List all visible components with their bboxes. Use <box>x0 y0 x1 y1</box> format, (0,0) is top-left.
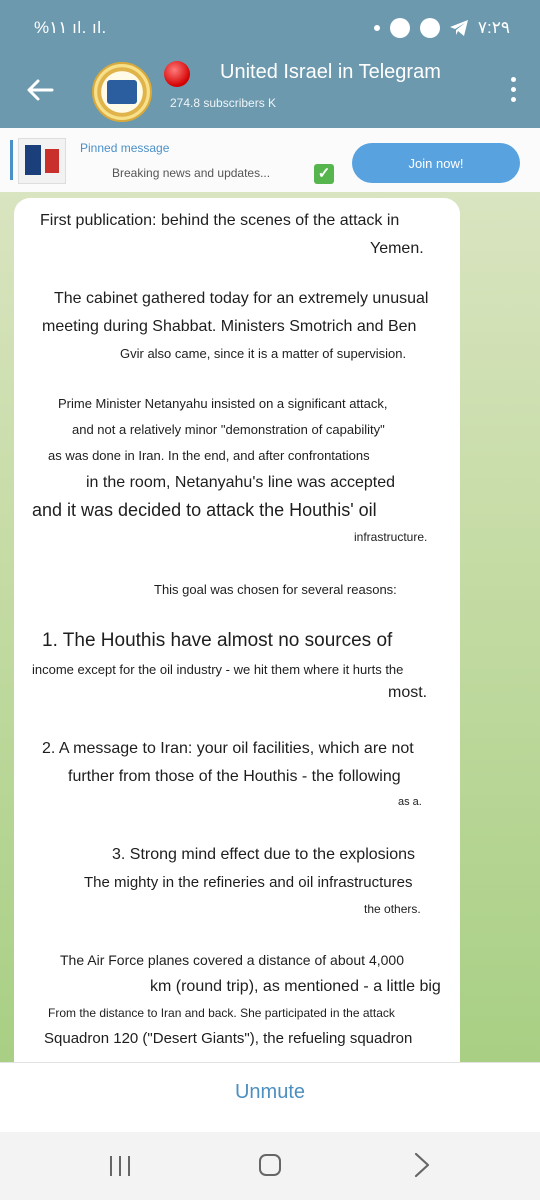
message-line: Squadron 120 ("Desert Giants"), the refueling squadron <box>44 1030 413 1047</box>
message-line: This goal was chosen for several reasons: <box>154 582 397 597</box>
notification-dot-icon <box>374 25 380 31</box>
message-line: km (round trip), as mentioned - a little big <box>150 978 441 995</box>
message-line: Prime Minister Netanyahu insisted on a significant attack, <box>58 396 388 411</box>
status-left: %۱۱ ıl. ıl. <box>34 18 107 37</box>
telegram-icon <box>450 20 468 36</box>
message-line: First publication: behind the scenes of the attack in <box>40 212 400 229</box>
message-line: as was done in Iran. In the end, and after confrontations <box>48 448 370 463</box>
status-right <box>374 18 510 38</box>
pinned-text: Breaking news and updates... <box>112 166 271 180</box>
channel-avatar[interactable] <box>92 62 152 122</box>
message-line: the others. <box>364 902 421 916</box>
message-line: meeting during Shabbat. Ministers Smotrich and Ben <box>42 318 417 335</box>
back-arrow-icon[interactable] <box>22 72 58 108</box>
chat-area[interactable] <box>0 192 540 1062</box>
message-line: further from those of the Houthis - the following <box>68 768 401 785</box>
pinned-indicator <box>10 140 13 180</box>
message-line: The cabinet gathered today for an extremely unusual <box>54 290 429 307</box>
message-line: The mighty in the refineries and oil infrastructures <box>84 874 413 891</box>
unmute-button[interactable]: Unmute <box>234 1081 306 1103</box>
channel-title[interactable]: United Israel in Telegram <box>220 61 441 83</box>
message-line: From the distance to Iran and back. She participated in the attack <box>48 1006 395 1020</box>
check-mark-icon: ✓ <box>314 164 334 184</box>
message-bubble <box>14 198 460 1062</box>
message-line: 1. The Houthis have almost no sources of <box>42 630 393 651</box>
whatsapp-icon <box>420 18 440 38</box>
message-line: and not a relatively minor "demonstration of capability" <box>72 422 385 437</box>
pinned-label: Pinned message <box>80 141 170 155</box>
nav-back-icon[interactable] <box>412 1150 432 1180</box>
home-icon[interactable] <box>259 1154 281 1176</box>
status-time: ۷:۲۹ <box>477 18 510 37</box>
red-circle-icon <box>164 61 190 87</box>
subscriber-count: 274.8 subscribers K <box>170 96 277 110</box>
message-line: and it was decided to attack the Houthis' oil <box>32 500 377 520</box>
status-bar <box>0 0 540 56</box>
more-options-icon[interactable] <box>508 74 518 106</box>
recent-apps-icon[interactable] <box>110 1156 132 1176</box>
message-line: Gvir also came, since it is a matter of supervision. <box>120 346 407 361</box>
message-line: 2. A message to Iran: your oil facilities, which are not <box>42 740 414 757</box>
bottom-bar <box>0 1062 540 1133</box>
pinned-thumbnail <box>18 138 66 184</box>
join-button[interactable]: Join now! <box>352 143 520 183</box>
message-line: The Air Force planes covered a distance of about 4,000 <box>60 952 404 968</box>
message-line: most. <box>388 684 428 701</box>
message-line: Yemen. <box>370 240 424 257</box>
message-line: income except for the oil industry - we hit them where it hurts the <box>32 662 404 677</box>
viber-icon <box>390 18 410 38</box>
system-navigation-bar <box>0 1132 540 1200</box>
message-line: infrastructure. <box>354 530 428 544</box>
message-line: in the room, Netanyahu's line was accepted <box>86 474 396 491</box>
channel-header <box>0 56 540 128</box>
message-line: 3. Strong mind effect due to the explosions <box>112 846 416 863</box>
message-line: as a. <box>398 796 422 808</box>
